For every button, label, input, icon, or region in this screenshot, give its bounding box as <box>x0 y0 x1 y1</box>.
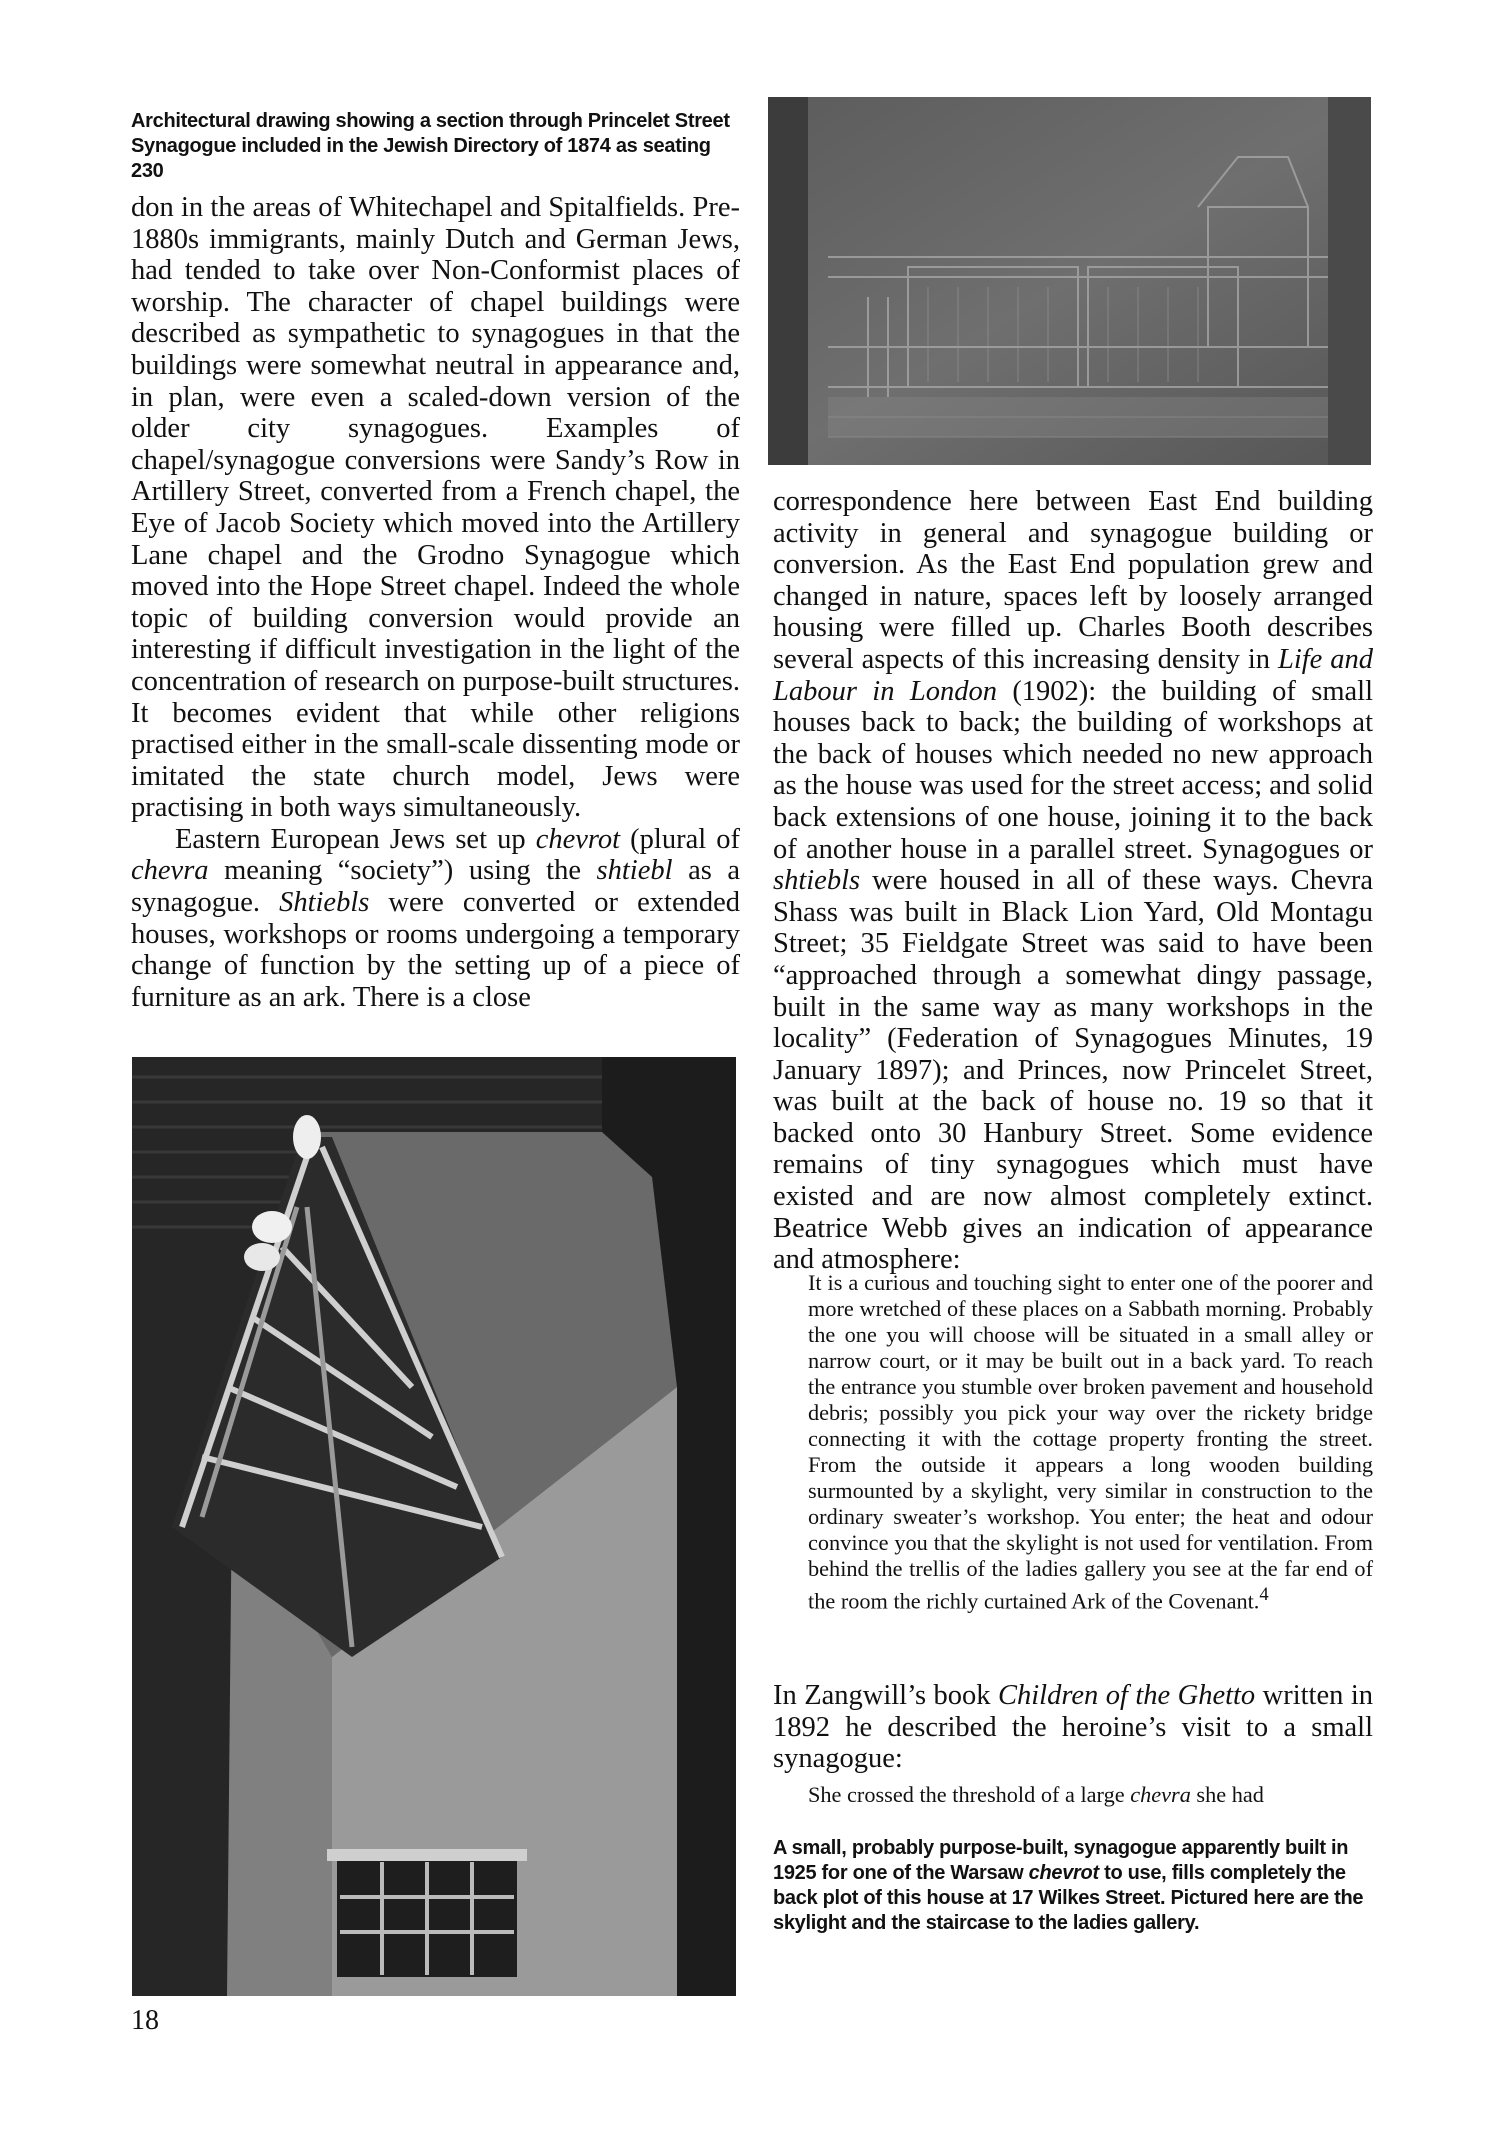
zangwill-quote: She crossed the threshold of a large chevra she had <box>808 1782 1264 1807</box>
beatrice-webb-quote <box>808 1270 1373 1614</box>
caption-wilkes-street-synagogue: A small, probably purpose-built, synagogue apparently built in 1925 for one of the Warsaw chevrot to use, fills completely the back plot of this house at 17 Wilkes Street. Pictured here are the skylight and the staircase to the ladies gallery. <box>773 1837 1364 1934</box>
zangwill-paragraph <box>773 1680 1373 1775</box>
quote-text: It is a curious and touching sight to enter one of the poorer and more wretched of these places on a Sabbath morning. Probably the one you will choose will be situated in a small alley or narrow court, or it may be built out in a back yard. To reach the entrance you stumble over broken pavement and household debris; possibly you pick your way over the rickety bridge connecting it with the cottage property fronting the street. From the outside it appears a long wooden building surmounted by a skylight, very similar in construction to the ordinary sweater’s workshop. You enter; the heat and odour convince you that the skylight is not used for ventilation. From behind the trellis of the ladies gallery you see at the far end of the room the richly curtained Ark of the Covenant.$^4$ <box>808 1270 1373 1614</box>
footnote-marker: 4 <box>1259 1584 1269 1605</box>
paragraph: correspondence here between East End building activity in general and synagogue building or conversion. As the East End population grew and changed in nature, spaces left by loosely arranged housing were filled up. Charles Booth describes several aspects of this increasing density in Life and Labour in London (1902): the building of small houses back to back; the building of workshops at the back of houses which needed no new approach as the house was used for the street access; and solid back extensions of one house, joining it to the back of another house in a parallel street. Synagogues or shtiebls were housed in all of these ways. Chevra Shass was built in Black Lion Yard, Old Montagu Street; 35 Fieldgate Street was said to have been “approached through a somewhat dingy passage, built in the same way as many workshops in the locality” (Federation of Synagogues Minutes, 19 January 1897); and Princes, now Princelet Street, was built at the back of house no. 19 so that it backed onto 30 Hanbury Street. Some evidence remains of tiny synagogues which must have existed and are now almost completely extinct. Beatrice Webb gives an indication of appearance and atmosphere: <box>773 486 1373 1276</box>
architectural-drawing-photo <box>768 97 1371 465</box>
right-column-text <box>773 486 1373 1276</box>
caption-architectural-drawing: Architectural drawing showing a section through Princelet Street Synagogue included in the Jewish Directory of 1874 as seating 230 <box>131 110 730 182</box>
paragraph: don in the areas of Whitechapel and Spitalfields. Pre-1880s immigrants, mainly Dutch and German Jews, had tended to take over Non-Conformist places of worship. The character of chapel buildings were described as sympathetic to synagogues in that the buildings were somewhat neutral in appearance and, in plan, were even a scaled-down version of the older city synagogues. Examples of chapel/synagogue conversions were Sandy’s Row in Artillery Street, converted from a French chapel, the Eye of Jacob Society which moved into the Artillery Lane chapel and the Grodno Synagogue which moved into the Hope Street chapel. Indeed the whole topic of building conversion would provide an interesting if difficult investigation in the light of the concentration of research on purpose-built structures. It becomes evident that while other religions practised either in the small-scale dissenting mode or imitated the state church model, Jews were practising in both ways simultaneously. <box>131 192 740 824</box>
left-column-text <box>131 192 740 1013</box>
skylight-building-photo <box>132 1057 736 1996</box>
paragraph: In Zangwill’s book Children of the Ghetto written in 1892 he described the heroine’s visit to a small synagogue: <box>773 1680 1373 1775</box>
paragraph: Eastern European Jews set up chevrot (plural of chevra meaning “society”) using the shtiebl as a synagogue. Shtiebls were converted or extended houses, workshops or rooms undergoing a temporary change of function by the setting up of a piece of furniture as an ark. There is a close <box>131 823 740 1013</box>
page-number: 18 <box>131 2005 159 2036</box>
